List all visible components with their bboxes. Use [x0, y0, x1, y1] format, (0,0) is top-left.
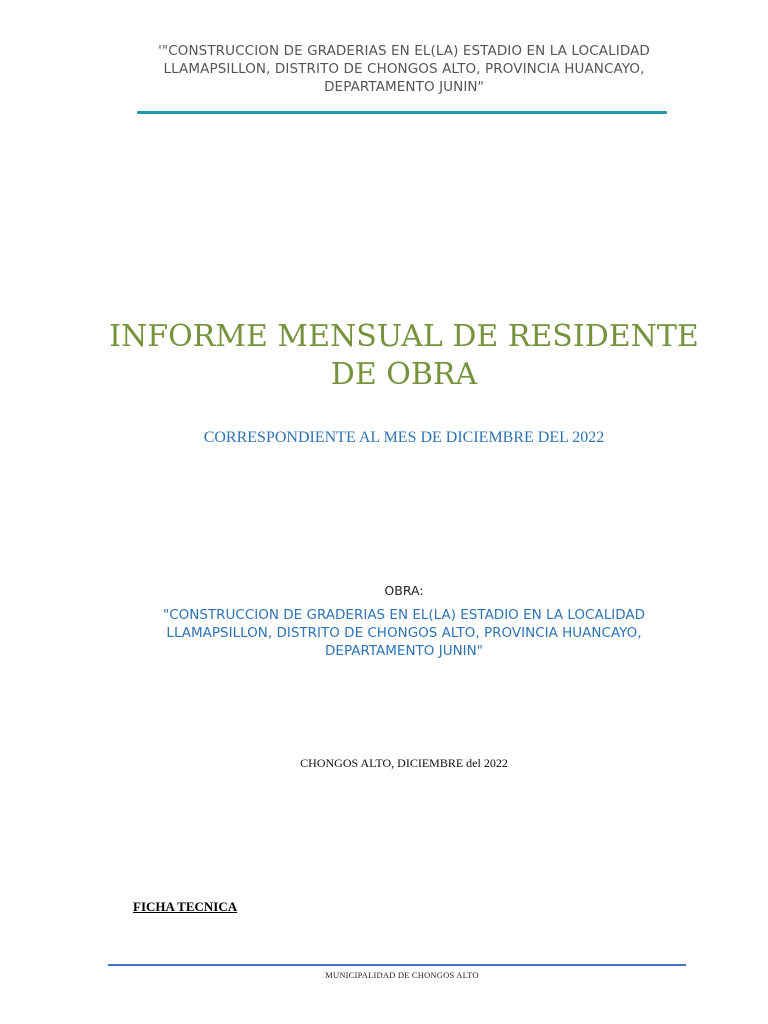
document-title: INFORME MENSUAL DE RESIDENTE DE OBRA — [109, 319, 699, 392]
place-date: CHONGOS ALTO, DICIEMBRE del 2022 — [300, 756, 508, 770]
obra-description: "CONSTRUCCION DE GRADERIAS EN EL(LA) ESTADIO EN LA LOCALIDAD LLAMAPSILLON, DISTRITO DE CHONGOS ALTO, PROVINCIA HUANCAYO, DEPARTAMENTO JUNIN" — [163, 607, 645, 659]
section-heading-ficha-tecnica: FICHA TECNICA — [133, 899, 238, 914]
obra-label: OBRA: — [384, 583, 424, 598]
document-subtitle: CORRESPONDIENTE AL MES DE DICIEMBRE DEL 2022 — [203, 429, 605, 446]
footer-divider — [108, 964, 686, 966]
page-header-text: '"CONSTRUCCION DE GRADERIAS EN EL(LA) ESTADIO EN LA LOCALIDAD LLAMAPSILLON, DISTRITO DE CHONGOS ALTO, PROVINCIA HUANCAYO, DEPARTAMENTO JUNIN" — [158, 43, 650, 95]
page-footer-text: MUNICIPALIDAD DE CHONGOS ALTO — [325, 970, 479, 980]
header-divider — [137, 111, 667, 114]
